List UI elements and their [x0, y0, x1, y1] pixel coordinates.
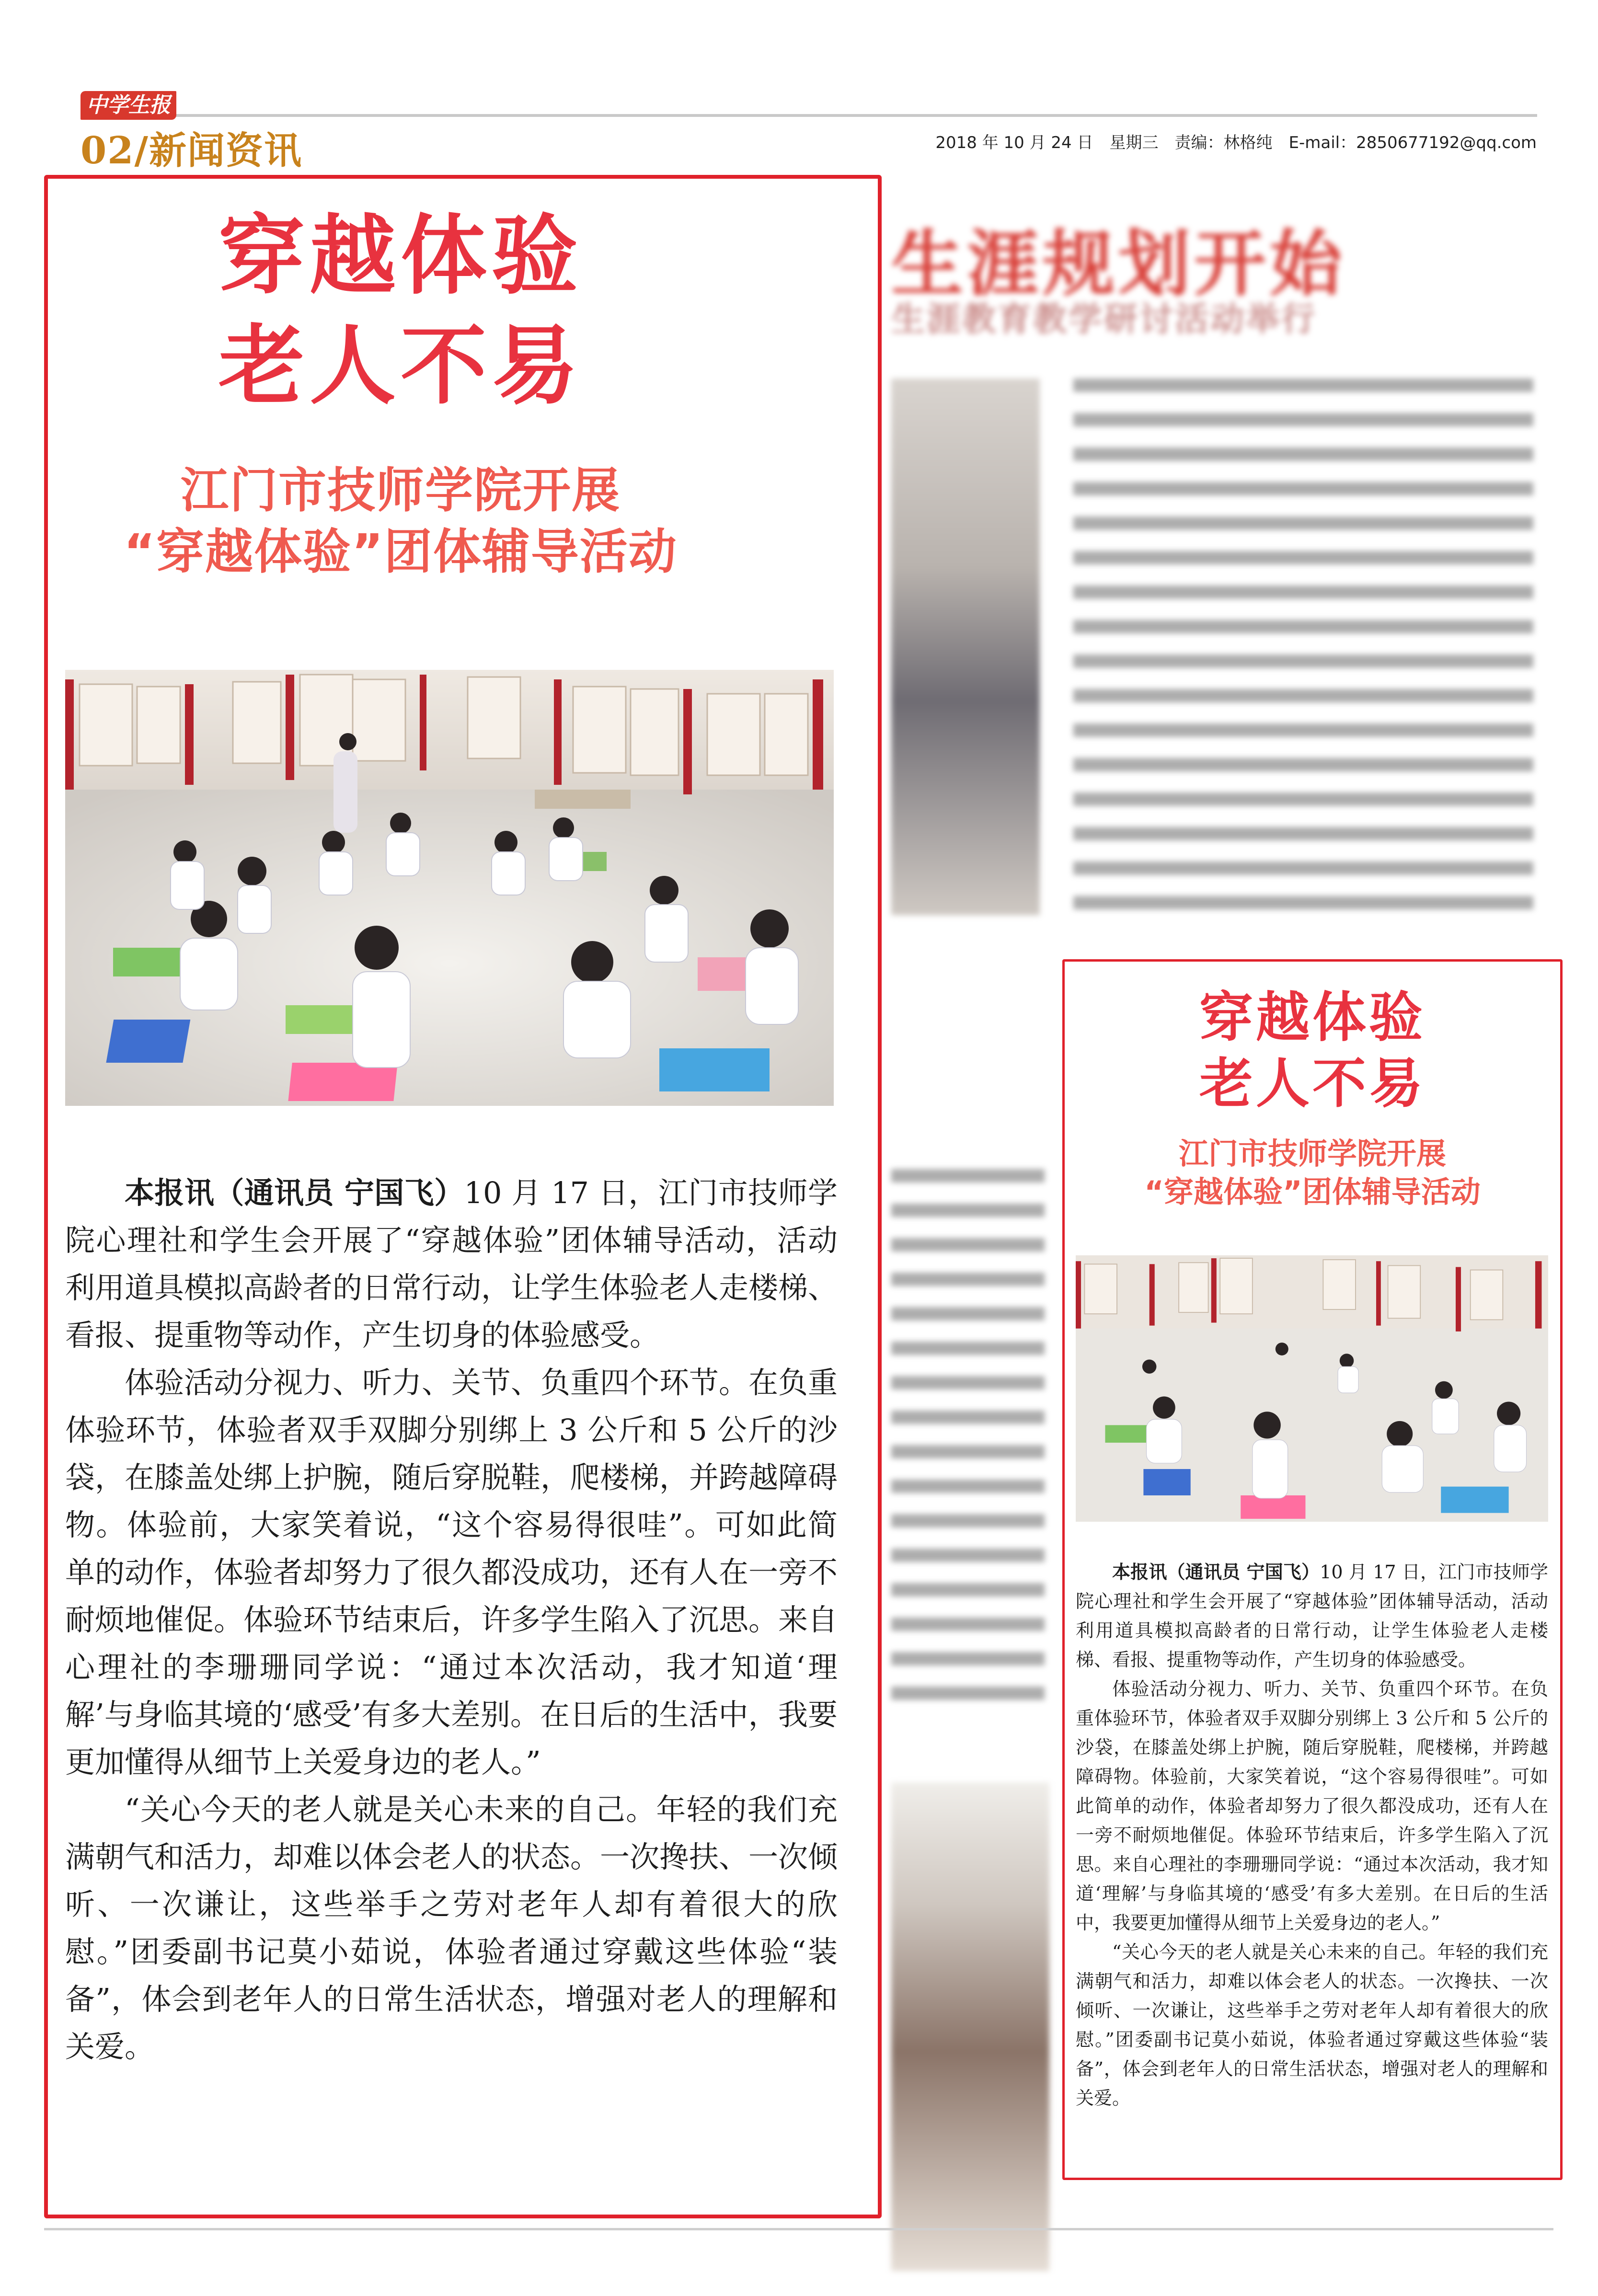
background-photo: [891, 379, 1040, 915]
inset-paragraph: “关心今天的老人就是关心未来的自己。年轻的我们充满朝气和活力，却难以体会老人的状态。一次搀扶、一次倾听、一次谦让，这些举手之劳对老年人却有着很大的欣慰。”团委副书记莫小茹说，体验者通过穿戴这些体验“装备”，体会到老年人的日常生活状态，增强对老人的理解和关爱。: [1076, 1941, 1548, 2109]
inset-paragraph-text: 10 月 17 日，江门市技师学院心理社和学生会开展了“穿越体验”团体辅导活动，活动利用道具模拟高龄者的日常行动，让学生体验老人走楼梯、看报、提重物等动作，产生切身的体验感受。: [1076, 1561, 1549, 1670]
students-sitting-in-circle-photo: [1076, 1255, 1548, 1522]
newspaper-logo: 中学生报: [80, 91, 176, 120]
inset-subhead: [1062, 1135, 1563, 1211]
background-photo: [891, 1782, 1049, 2271]
article-headline-line: 老人不易: [218, 316, 583, 416]
article-headline-line: 穿越体验: [218, 206, 583, 306]
inset-headline-line: 穿越体验: [1199, 987, 1426, 1049]
students-sitting-in-circle-photo: [65, 670, 834, 1106]
inset-subhead-line: 江门市技师学院开展: [1178, 1136, 1446, 1171]
inset-paragraph: 体验活动分视力、听力、关节、负重四个环节。在负重体验环节，体验者双手双脚分别绑上 3 公斤和 5 公斤的沙袋，在膝盖处绑上护腕，随后穿脱鞋，爬楼梯，并跨越障碍物。体验前，大家笑着说，“这个容易得很哇”。可如此简单的动作，体验者却努力了很久都没成功，还有人在一旁不耐烦地催促。体验环节结束后，许多学生陷入了沉思。来自心理社的李珊珊同学说：“通过本次活动，我才知道‘理解’与身临其境的‘感受’有多大差别。在日后的生活中，我要更加懂得从细节上关爱身边的老人。”: [1076, 1678, 1548, 1933]
article-subhead-line: “穿越体验”团体辅导活动: [124, 524, 678, 580]
background-headline: 生涯规划开始: [891, 223, 1346, 306]
article-photo: [65, 670, 834, 1106]
article-lead: 本报讯（通讯员 宁国飞）: [125, 1175, 464, 1210]
article-paragraph: 体验活动分视力、听力、关节、负重四个环节。在负重体验环节，体验者双手双脚分别绑上 3 公斤和 5 公斤的沙袋，在膝盖处绑上护腕，随后穿脱鞋，爬楼梯，并跨越障碍物。体验前，大家笑着说，“这个容易得很哇”。可如此简单的动作，体验者却努力了很久都没成功，还有人在一旁不耐烦地催促。体验环节结束后，许多学生陷入了沉思。来自心理社的李珊珊同学说：“通过本次活动，我才知道‘理解’与身临其境的‘感受’有多大差别。在日后的生活中，我要更加懂得从细节上关爱身边的老人。”: [65, 1365, 838, 1779]
inset-photo: [1076, 1255, 1548, 1522]
inset-lead: 本报讯（通讯员 宁国飞）: [1112, 1561, 1320, 1583]
article-paragraph: [65, 1169, 838, 1359]
background-text-column: [891, 1169, 1045, 1715]
inset-subhead-line: “穿越体验”团体辅导活动: [1144, 1174, 1481, 1209]
inset-headline-line: 老人不易: [1199, 1053, 1426, 1115]
article-headline: [0, 201, 819, 422]
article-subhead: [0, 460, 819, 583]
header-rule: [80, 114, 1537, 117]
article-body: [65, 1169, 838, 2070]
background-text-column: [1073, 379, 1533, 930]
article-paragraph-text: 10 月 17 日，江门市技师学院心理社和学生会开展了“穿越体验”团体辅导活动，活动利用道具模拟高龄者的日常行动，让学生体验老人走楼梯、看报、提重物等动作，产生切身的体验感受。: [65, 1175, 838, 1353]
section-title: 02/新闻资讯: [80, 129, 303, 172]
article-paragraph: “关心今天的老人就是关心未来的自己。年轻的我们充满朝气和活力，却难以体会老人的状态。一次搀扶、一次倾听、一次谦让，这些举手之劳对老年人却有着很大的欣慰。”团委副书记莫小茹说，体验者通过穿戴这些体验“装备”，体会到老年人的日常生活状态，增强对老人的理解和关爱。: [65, 1792, 838, 2064]
background-subhead: 生涯教育教学研讨活动举行: [891, 299, 1317, 339]
inset-body: [1076, 1557, 1548, 2113]
inset-paragraph: [1076, 1557, 1548, 1675]
inset-headline: [1062, 985, 1563, 1117]
header-meta: 2018 年 10 月 24 日 星期三 责编：林格纯 E-mail：2850677192@qq.com: [935, 133, 1537, 152]
article-subhead-line: 江门市技师学院开展: [181, 462, 621, 518]
footer-rule: [44, 2228, 1553, 2230]
